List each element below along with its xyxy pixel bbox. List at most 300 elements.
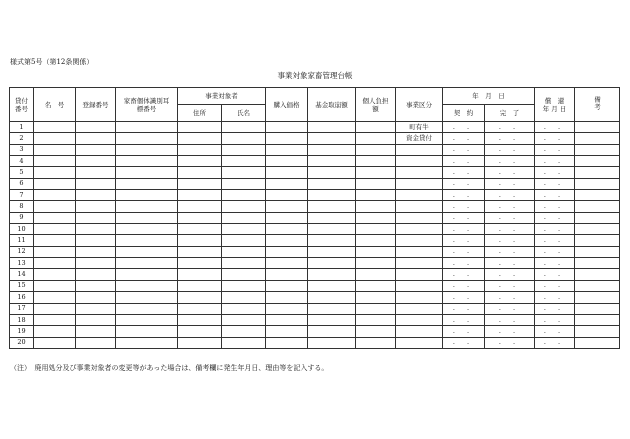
name-cell xyxy=(34,235,76,246)
row-number-cell: 13 xyxy=(10,258,34,269)
remarks-cell xyxy=(575,235,620,246)
header-complete: 完 了 xyxy=(485,105,535,122)
animal-id-cell xyxy=(116,269,178,280)
name-cell xyxy=(34,314,76,325)
table-row xyxy=(10,303,620,314)
header-date-group: 年 月 日 xyxy=(443,88,535,105)
address-cell xyxy=(178,201,222,212)
reg-no-cell xyxy=(76,314,116,325)
header-person-name: 氏名 xyxy=(222,105,266,122)
self-burden-cell xyxy=(356,156,396,167)
complete-date-cell: . . xyxy=(485,224,535,235)
row-number-cell: 11 xyxy=(10,235,34,246)
purchase-price-cell xyxy=(266,190,308,201)
complete-date-cell: . . xyxy=(485,314,535,325)
category-cell xyxy=(396,303,443,314)
row-number-cell: 7 xyxy=(10,190,34,201)
person-name-cell xyxy=(222,258,266,269)
table-row xyxy=(10,201,620,212)
category-cell xyxy=(396,280,443,291)
animal-id-cell xyxy=(116,201,178,212)
category-cell xyxy=(396,167,443,178)
animal-id-cell xyxy=(116,326,178,337)
reg-no-cell xyxy=(76,190,116,201)
category-cell xyxy=(396,314,443,325)
row-number-cell: 8 xyxy=(10,201,34,212)
repayment-date-cell: . . xyxy=(535,303,575,314)
person-name-cell xyxy=(222,133,266,144)
reg-no-cell xyxy=(76,235,116,246)
complete-date-cell: . . xyxy=(485,337,535,348)
repayment-date-cell: . . xyxy=(535,178,575,189)
purchase-price-cell xyxy=(266,292,308,303)
fund-amount-cell xyxy=(308,212,356,223)
complete-date-cell: . . xyxy=(485,156,535,167)
name-cell xyxy=(34,190,76,201)
row-number-cell: 14 xyxy=(10,269,34,280)
name-cell xyxy=(34,122,76,133)
complete-date-cell: . . xyxy=(485,190,535,201)
self-burden-cell xyxy=(356,314,396,325)
header-animal-id: 家畜個体識別耳標番号 xyxy=(116,88,178,122)
address-cell xyxy=(178,122,222,133)
fund-amount-cell xyxy=(308,269,356,280)
row-number-cell: 18 xyxy=(10,314,34,325)
address-cell xyxy=(178,235,222,246)
address-cell xyxy=(178,144,222,155)
contract-date-cell: . . xyxy=(443,201,485,212)
address-cell xyxy=(178,167,222,178)
row-number-cell: 17 xyxy=(10,303,34,314)
header-repayment xyxy=(535,88,575,122)
purchase-price-cell xyxy=(266,133,308,144)
category-cell xyxy=(396,269,443,280)
header-repayment-label: 償 還 xyxy=(544,96,565,105)
self-burden-cell xyxy=(356,122,396,133)
self-burden-cell xyxy=(356,258,396,269)
complete-date-cell: . . xyxy=(485,167,535,178)
animal-id-cell xyxy=(116,212,178,223)
table-row xyxy=(10,235,620,246)
name-cell xyxy=(34,224,76,235)
person-name-cell xyxy=(222,280,266,291)
row-number-cell: 4 xyxy=(10,156,34,167)
remarks-cell xyxy=(575,156,620,167)
purchase-price-cell xyxy=(266,212,308,223)
header-remarks xyxy=(575,88,620,122)
remarks-cell xyxy=(575,178,620,189)
animal-id-cell xyxy=(116,144,178,155)
contract-date-cell: . . xyxy=(443,224,485,235)
purchase-price-cell xyxy=(266,144,308,155)
purchase-price-cell xyxy=(266,269,308,280)
self-burden-cell xyxy=(356,280,396,291)
category-cell xyxy=(396,337,443,348)
header-repayment-sub: 年 月 日 xyxy=(542,104,567,113)
fund-amount-cell xyxy=(308,201,356,212)
animal-id-cell xyxy=(116,235,178,246)
repayment-date-cell: . . xyxy=(535,280,575,291)
repayment-date-cell: . . xyxy=(535,292,575,303)
purchase-price-cell xyxy=(266,235,308,246)
complete-date-cell: . . xyxy=(485,201,535,212)
reg-no-cell xyxy=(76,201,116,212)
fund-amount-cell xyxy=(308,303,356,314)
header-address: 住所 xyxy=(178,105,222,122)
purchase-price-cell xyxy=(266,178,308,189)
self-burden-cell xyxy=(356,201,396,212)
row-number-cell: 6 xyxy=(10,178,34,189)
contract-date-cell: . . xyxy=(443,337,485,348)
fund-amount-cell xyxy=(308,122,356,133)
animal-id-cell xyxy=(116,314,178,325)
table-row xyxy=(10,292,620,303)
name-cell xyxy=(34,178,76,189)
row-number-cell: 3 xyxy=(10,144,34,155)
address-cell xyxy=(178,133,222,144)
repayment-date-cell: . . xyxy=(535,201,575,212)
category-cell xyxy=(396,144,443,155)
person-name-cell xyxy=(222,303,266,314)
self-burden-cell xyxy=(356,337,396,348)
self-burden-cell xyxy=(356,190,396,201)
table-row xyxy=(10,280,620,291)
category-cell xyxy=(396,258,443,269)
complete-date-cell: . . xyxy=(485,258,535,269)
row-number-cell: 1 xyxy=(10,122,34,133)
contract-date-cell: . . xyxy=(443,212,485,223)
person-name-cell xyxy=(222,144,266,155)
complete-date-cell: . . xyxy=(485,292,535,303)
self-burden-cell xyxy=(356,133,396,144)
person-name-cell xyxy=(222,235,266,246)
complete-date-cell: . . xyxy=(485,235,535,246)
reg-no-cell xyxy=(76,280,116,291)
row-number-cell: 15 xyxy=(10,280,34,291)
self-burden-cell xyxy=(356,292,396,303)
repayment-date-cell: . . xyxy=(535,258,575,269)
header-name: 名 号 xyxy=(34,88,76,122)
category-cell xyxy=(396,201,443,212)
address-cell xyxy=(178,292,222,303)
person-name-cell xyxy=(222,224,266,235)
complete-date-cell: . . xyxy=(485,269,535,280)
repayment-date-cell: . . xyxy=(535,314,575,325)
remarks-cell xyxy=(575,144,620,155)
complete-date-cell: . . xyxy=(485,133,535,144)
table-row xyxy=(10,167,620,178)
table-row xyxy=(10,122,620,133)
remarks-cell xyxy=(575,167,620,178)
fund-amount-cell xyxy=(308,156,356,167)
reg-no-cell xyxy=(76,224,116,235)
name-cell xyxy=(34,269,76,280)
header-loan-no: 貸付番号 xyxy=(10,88,34,122)
contract-date-cell: . . xyxy=(443,303,485,314)
remarks-cell xyxy=(575,212,620,223)
row-number-cell: 9 xyxy=(10,212,34,223)
complete-date-cell: . . xyxy=(485,326,535,337)
name-cell xyxy=(34,326,76,337)
fund-amount-cell xyxy=(308,292,356,303)
fund-amount-cell xyxy=(308,190,356,201)
person-name-cell xyxy=(222,337,266,348)
table-row xyxy=(10,178,620,189)
table-row xyxy=(10,190,620,201)
contract-date-cell: . . xyxy=(443,122,485,133)
header-reg-no: 登録番号 xyxy=(76,88,116,122)
remarks-cell xyxy=(575,201,620,212)
address-cell xyxy=(178,156,222,167)
address-cell xyxy=(178,269,222,280)
contract-date-cell: . . xyxy=(443,156,485,167)
name-cell xyxy=(34,167,76,178)
repayment-date-cell: . . xyxy=(535,167,575,178)
self-burden-cell xyxy=(356,303,396,314)
address-cell xyxy=(178,303,222,314)
contract-date-cell: . . xyxy=(443,326,485,337)
remarks-cell xyxy=(575,326,620,337)
category-cell xyxy=(396,156,443,167)
contract-date-cell: . . xyxy=(443,144,485,155)
contract-date-cell: . . xyxy=(443,167,485,178)
fund-amount-cell xyxy=(308,337,356,348)
repayment-date-cell: . . xyxy=(535,246,575,257)
table-row xyxy=(10,246,620,257)
remarks-cell xyxy=(575,224,620,235)
fund-amount-cell xyxy=(308,258,356,269)
document-title: 事業対象家畜管理台帳 xyxy=(277,71,353,80)
person-name-cell xyxy=(222,314,266,325)
repayment-date-cell: . . xyxy=(535,122,575,133)
animal-id-cell xyxy=(116,167,178,178)
name-cell xyxy=(34,212,76,223)
remarks-cell xyxy=(575,303,620,314)
repayment-date-cell: . . xyxy=(535,190,575,201)
reg-no-cell xyxy=(76,167,116,178)
table-row xyxy=(10,337,620,348)
animal-id-cell xyxy=(116,122,178,133)
animal-id-cell xyxy=(116,337,178,348)
self-burden-cell xyxy=(356,326,396,337)
address-cell xyxy=(178,258,222,269)
row-number-cell: 12 xyxy=(10,246,34,257)
self-burden-cell xyxy=(356,178,396,189)
animal-id-cell xyxy=(116,246,178,257)
person-name-cell xyxy=(222,167,266,178)
fund-amount-cell xyxy=(308,246,356,257)
self-burden-cell xyxy=(356,269,396,280)
address-cell xyxy=(178,190,222,201)
purchase-price-cell xyxy=(266,201,308,212)
reg-no-cell xyxy=(76,246,116,257)
complete-date-cell: . . xyxy=(485,303,535,314)
row-number-cell: 19 xyxy=(10,326,34,337)
table-row xyxy=(10,224,620,235)
reg-no-cell xyxy=(76,156,116,167)
purchase-price-cell xyxy=(266,224,308,235)
contract-date-cell: . . xyxy=(443,292,485,303)
category-cell: 町有牛 xyxy=(396,122,443,133)
remarks-cell xyxy=(575,122,620,133)
address-cell xyxy=(178,337,222,348)
purchase-price-cell xyxy=(266,337,308,348)
remarks-cell xyxy=(575,269,620,280)
animal-id-cell xyxy=(116,292,178,303)
remarks-cell xyxy=(575,246,620,257)
name-cell xyxy=(34,246,76,257)
complete-date-cell: . . xyxy=(485,280,535,291)
remarks-cell xyxy=(575,190,620,201)
remarks-cell xyxy=(575,314,620,325)
category-cell xyxy=(396,246,443,257)
reg-no-cell xyxy=(76,269,116,280)
category-cell xyxy=(396,178,443,189)
complete-date-cell: . . xyxy=(485,212,535,223)
header-category: 事業区分 xyxy=(396,88,443,122)
purchase-price-cell xyxy=(266,246,308,257)
reg-no-cell xyxy=(76,133,116,144)
person-name-cell xyxy=(222,201,266,212)
contract-date-cell: . . xyxy=(443,269,485,280)
purchase-price-cell xyxy=(266,167,308,178)
fund-amount-cell xyxy=(308,144,356,155)
animal-id-cell xyxy=(116,280,178,291)
purchase-price-cell xyxy=(266,326,308,337)
remarks-cell xyxy=(575,133,620,144)
table-row xyxy=(10,258,620,269)
row-number-cell: 10 xyxy=(10,224,34,235)
footnote: （注） 廃用処分及び事業対象者の変更等があった場合は、備考欄に発生年月日、理由等を記入する。 xyxy=(10,364,329,372)
animal-id-cell xyxy=(116,190,178,201)
name-cell xyxy=(34,258,76,269)
remarks-cell xyxy=(575,292,620,303)
contract-date-cell: . . xyxy=(443,133,485,144)
table-row xyxy=(10,212,620,223)
repayment-date-cell: . . xyxy=(535,156,575,167)
repayment-date-cell: . . xyxy=(535,224,575,235)
repayment-date-cell: . . xyxy=(535,337,575,348)
table-row xyxy=(10,314,620,325)
header-self-burden: 個人負担額 xyxy=(356,88,396,122)
remarks-cell xyxy=(575,337,620,348)
reg-no-cell xyxy=(76,122,116,133)
address-cell xyxy=(178,224,222,235)
table-row xyxy=(10,156,620,167)
header-contract: 契 約 xyxy=(443,105,485,122)
reg-no-cell xyxy=(76,337,116,348)
table-row xyxy=(10,144,620,155)
purchase-price-cell xyxy=(266,303,308,314)
fund-amount-cell xyxy=(308,178,356,189)
reg-no-cell xyxy=(76,212,116,223)
animal-id-cell xyxy=(116,178,178,189)
repayment-date-cell: . . xyxy=(535,269,575,280)
form-number: 様式第5号（第12条関係） xyxy=(10,58,94,66)
animal-id-cell xyxy=(116,133,178,144)
name-cell xyxy=(34,337,76,348)
repayment-date-cell: . . xyxy=(535,235,575,246)
name-cell xyxy=(34,133,76,144)
purchase-price-cell xyxy=(266,156,308,167)
self-burden-cell xyxy=(356,212,396,223)
purchase-price-cell xyxy=(266,122,308,133)
fund-amount-cell xyxy=(308,224,356,235)
address-cell xyxy=(178,314,222,325)
category-cell: 資金貸付 xyxy=(396,133,443,144)
header-target-person: 事業対象者 xyxy=(178,88,266,105)
address-cell xyxy=(178,326,222,337)
address-cell xyxy=(178,212,222,223)
address-cell xyxy=(178,280,222,291)
animal-id-cell xyxy=(116,258,178,269)
fund-amount-cell xyxy=(308,326,356,337)
category-cell xyxy=(396,224,443,235)
name-cell xyxy=(34,303,76,314)
person-name-cell xyxy=(222,190,266,201)
complete-date-cell: . . xyxy=(485,246,535,257)
address-cell xyxy=(178,246,222,257)
row-number-cell: 20 xyxy=(10,337,34,348)
reg-no-cell xyxy=(76,326,116,337)
header-purchase-price: 購入価格 xyxy=(266,88,308,122)
name-cell xyxy=(34,144,76,155)
contract-date-cell: . . xyxy=(443,280,485,291)
reg-no-cell xyxy=(76,292,116,303)
repayment-date-cell: . . xyxy=(535,133,575,144)
category-cell xyxy=(396,235,443,246)
row-number-cell: 5 xyxy=(10,167,34,178)
remarks-cell xyxy=(575,280,620,291)
repayment-date-cell: . . xyxy=(535,326,575,337)
name-cell xyxy=(34,156,76,167)
person-name-cell xyxy=(222,269,266,280)
row-number-cell: 2 xyxy=(10,133,34,144)
contract-date-cell: . . xyxy=(443,314,485,325)
name-cell xyxy=(34,292,76,303)
reg-no-cell xyxy=(76,303,116,314)
person-name-cell xyxy=(222,212,266,223)
category-cell xyxy=(396,326,443,337)
person-name-cell xyxy=(222,326,266,337)
reg-no-cell xyxy=(76,178,116,189)
person-name-cell xyxy=(222,292,266,303)
category-cell xyxy=(396,292,443,303)
address-cell xyxy=(178,178,222,189)
fund-amount-cell xyxy=(308,167,356,178)
complete-date-cell: . . xyxy=(485,178,535,189)
complete-date-cell: . . xyxy=(485,122,535,133)
purchase-price-cell xyxy=(266,258,308,269)
self-burden-cell xyxy=(356,167,396,178)
fund-amount-cell xyxy=(308,235,356,246)
person-name-cell xyxy=(222,246,266,257)
self-burden-cell xyxy=(356,144,396,155)
contract-date-cell: . . xyxy=(443,190,485,201)
self-burden-cell xyxy=(356,224,396,235)
ledger-table xyxy=(9,87,620,349)
animal-id-cell xyxy=(116,303,178,314)
complete-date-cell: . . xyxy=(485,144,535,155)
fund-amount-cell xyxy=(308,280,356,291)
contract-date-cell: . . xyxy=(443,258,485,269)
category-cell xyxy=(396,212,443,223)
self-burden-cell xyxy=(356,235,396,246)
animal-id-cell xyxy=(116,156,178,167)
table-row xyxy=(10,133,620,144)
purchase-price-cell xyxy=(266,280,308,291)
animal-id-cell xyxy=(116,224,178,235)
